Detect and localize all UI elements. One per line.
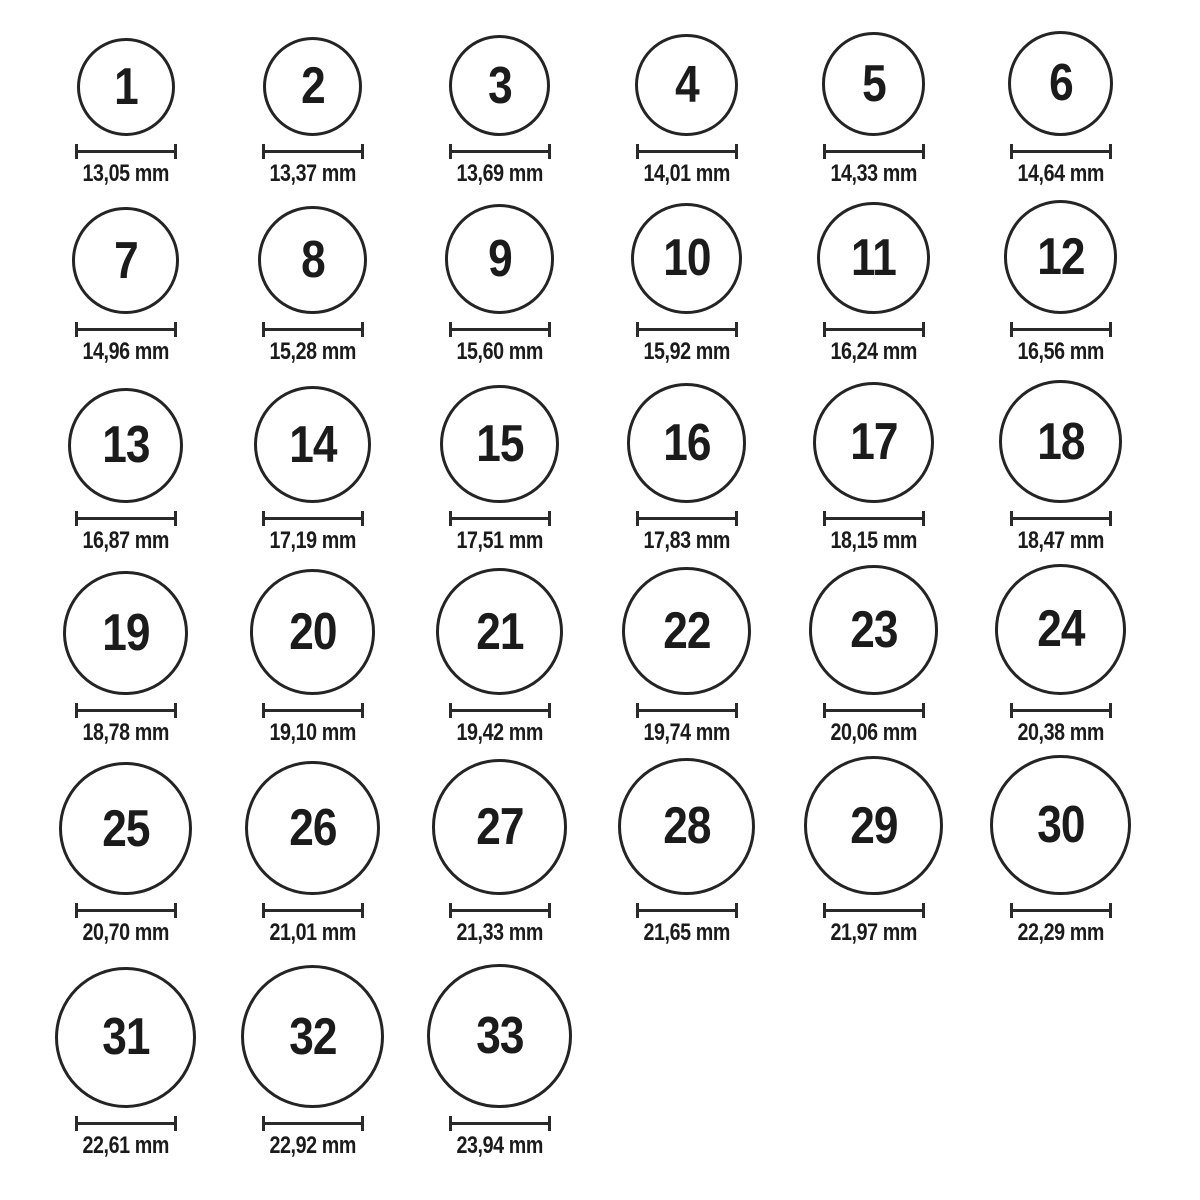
ring-size-number: 27 [475, 798, 524, 857]
ring-size-item [219, 553, 406, 745]
diameter-label: 13,69 mm [456, 160, 543, 187]
diameter-label: 19,10 mm [269, 719, 356, 746]
ring-size-number: 15 [475, 414, 524, 473]
diameter-label: 21,97 mm [830, 919, 917, 946]
ring-size-number: 4 [674, 55, 699, 114]
ring-circle [263, 37, 362, 136]
ring-circle [445, 204, 555, 314]
ring-size-number: 6 [1048, 54, 1073, 113]
diameter-measure-line [636, 903, 738, 918]
chart-row [0, 364, 1200, 553]
diameter-measure-line [449, 1116, 551, 1131]
ring-circle [999, 380, 1122, 503]
ring-size-number: 12 [1036, 228, 1085, 287]
ring-circle [440, 385, 558, 503]
diameter-measure-line [636, 144, 738, 159]
ring-circle [618, 758, 755, 895]
diameter-measure-line [1010, 903, 1112, 918]
ring-circle [427, 964, 571, 1108]
ring-size-number: 17 [849, 413, 898, 472]
ring-size-item [219, 745, 406, 945]
diameter-measure-line [449, 144, 551, 159]
ring-size-number: 3 [487, 56, 512, 115]
ring-circle [436, 568, 563, 695]
chart-row [0, 553, 1200, 745]
ring-size-number: 26 [288, 798, 337, 857]
diameter-label: 19,74 mm [643, 719, 730, 746]
ring-circle [241, 965, 384, 1108]
chart-row [0, 945, 1200, 1158]
ring-circle [449, 35, 550, 136]
ring-size-item [32, 28, 219, 186]
ring-size-number: 31 [101, 1008, 150, 1067]
diameter-measure-line [1010, 703, 1112, 718]
diameter-label: 20,06 mm [830, 719, 917, 746]
ring-size-item [219, 28, 406, 186]
ring-size-number: 1 [113, 58, 138, 116]
ring-circle [822, 32, 926, 136]
ring-circle [995, 564, 1126, 695]
ring-size-number: 11 [850, 228, 897, 287]
diameter-label: 16,24 mm [830, 338, 917, 365]
diameter-measure-line [449, 903, 551, 918]
diameter-label: 18,15 mm [830, 527, 917, 554]
ring-size-number: 23 [849, 601, 898, 660]
ring-size-item [593, 28, 780, 186]
diameter-measure-line [449, 322, 551, 337]
diameter-label: 20,38 mm [1017, 719, 1104, 746]
ring-size-number: 25 [101, 799, 150, 858]
ring-size-item [780, 553, 967, 745]
diameter-measure-line [262, 703, 364, 718]
ring-circle [809, 565, 939, 695]
diameter-label: 16,56 mm [1017, 338, 1104, 365]
diameter-label: 22,29 mm [1017, 919, 1104, 946]
ring-size-item [593, 553, 780, 745]
ring-size-number: 29 [849, 796, 898, 855]
ring-circle [72, 207, 179, 314]
diameter-label: 20,70 mm [82, 919, 169, 946]
ring-size-number: 33 [475, 1006, 524, 1065]
diameter-measure-line [75, 1116, 177, 1131]
diameter-measure-line [636, 703, 738, 718]
ring-size-number: 2 [300, 57, 325, 116]
ring-size-number: 30 [1036, 795, 1085, 854]
diameter-label: 21,65 mm [643, 919, 730, 946]
ring-size-number: 9 [487, 230, 512, 289]
ring-size-item [780, 186, 967, 364]
ring-circle [258, 206, 366, 314]
ring-circle [1004, 200, 1118, 314]
diameter-label: 14,96 mm [82, 338, 169, 365]
diameter-measure-line [1010, 511, 1112, 526]
ring-size-number: 10 [662, 229, 711, 288]
diameter-label: 18,78 mm [82, 719, 169, 746]
diameter-measure-line [262, 511, 364, 526]
diameter-measure-line [75, 903, 177, 918]
diameter-measure-line [75, 144, 177, 159]
diameter-measure-line [75, 703, 177, 718]
ring-size-item [406, 186, 593, 364]
ring-circle [77, 38, 175, 136]
diameter-label: 15,60 mm [456, 338, 543, 365]
ring-size-item [219, 364, 406, 553]
ring-circle [817, 202, 930, 315]
ring-circle [990, 755, 1130, 895]
ring-size-item [406, 745, 593, 945]
diameter-label: 14,64 mm [1017, 160, 1104, 187]
ring-circle [1008, 31, 1113, 136]
diameter-measure-line [1010, 144, 1112, 159]
chart-row [0, 745, 1200, 945]
ring-size-item [967, 364, 1154, 553]
ring-size-item [406, 553, 593, 745]
diameter-label: 19,42 mm [456, 719, 543, 746]
ring-size-item [406, 945, 593, 1158]
ring-size-number: 7 [113, 231, 138, 290]
diameter-measure-line [636, 511, 738, 526]
ring-size-item [967, 186, 1154, 364]
diameter-label: 14,01 mm [643, 160, 730, 187]
ring-size-number: 24 [1036, 600, 1085, 659]
ring-circle [813, 382, 934, 503]
diameter-label: 17,51 mm [456, 527, 543, 554]
ring-size-item [32, 745, 219, 945]
diameter-measure-line [262, 1116, 364, 1131]
ring-size-number: 14 [288, 415, 337, 474]
ring-size-item [593, 364, 780, 553]
ring-circle [631, 203, 742, 314]
ring-circle [254, 386, 371, 503]
ring-size-item [780, 364, 967, 553]
chart-row [0, 28, 1200, 186]
ring-size-number: 19 [101, 603, 150, 662]
diameter-label: 13,37 mm [269, 160, 356, 187]
diameter-measure-line [262, 144, 364, 159]
ring-size-number: 22 [662, 601, 711, 660]
ring-size-item [32, 945, 219, 1158]
diameter-measure-line [449, 703, 551, 718]
ring-size-item [406, 364, 593, 553]
ring-size-item [406, 28, 593, 186]
ring-circle [250, 569, 376, 695]
ring-size-item [967, 553, 1154, 745]
ring-circle [804, 756, 943, 895]
ring-size-number: 5 [861, 55, 886, 114]
ring-size-number: 16 [662, 414, 711, 473]
diameter-measure-line [823, 511, 925, 526]
diameter-label: 15,92 mm [643, 338, 730, 365]
ring-size-item [967, 745, 1154, 945]
ring-circle [63, 571, 187, 695]
diameter-measure-line [823, 903, 925, 918]
diameter-label: 22,92 mm [269, 1132, 356, 1159]
diameter-label: 17,19 mm [269, 527, 356, 554]
diameter-measure-line [262, 322, 364, 337]
diameter-label: 15,28 mm [269, 338, 356, 365]
ring-circle [635, 34, 737, 136]
ring-size-number: 18 [1036, 412, 1085, 471]
ring-circle [55, 967, 197, 1109]
ring-circle [59, 762, 192, 895]
ring-size-item [967, 28, 1154, 186]
ring-size-number: 13 [101, 416, 150, 475]
ring-size-number: 20 [288, 603, 337, 662]
ring-circle [245, 761, 379, 895]
ring-size-item [32, 553, 219, 745]
diameter-label: 16,87 mm [82, 527, 169, 554]
ring-size-item [780, 745, 967, 945]
diameter-measure-line [75, 322, 177, 337]
ring-size-number: 32 [288, 1007, 337, 1066]
diameter-label: 14,33 mm [830, 160, 917, 187]
ring-size-item [219, 186, 406, 364]
ring-size-item [219, 945, 406, 1158]
chart-row [0, 186, 1200, 364]
ring-size-item [780, 28, 967, 186]
ring-size-number: 21 [475, 602, 524, 661]
diameter-measure-line [636, 322, 738, 337]
ring-size-item [593, 745, 780, 945]
ring-circle [627, 383, 747, 503]
ring-size-number: 28 [662, 797, 711, 856]
diameter-measure-line [262, 903, 364, 918]
ring-size-item [32, 364, 219, 553]
diameter-measure-line [1010, 322, 1112, 337]
ring-size-item [593, 186, 780, 364]
diameter-label: 21,01 mm [269, 919, 356, 946]
diameter-measure-line [75, 511, 177, 526]
diameter-measure-line [823, 322, 925, 337]
diameter-label: 23,94 mm [456, 1132, 543, 1159]
diameter-label: 21,33 mm [456, 919, 543, 946]
diameter-measure-line [823, 703, 925, 718]
ring-size-number: 8 [300, 230, 325, 289]
diameter-measure-line [449, 511, 551, 526]
ring-circle [68, 388, 183, 503]
diameter-label: 18,47 mm [1017, 527, 1104, 554]
ring-circle [622, 567, 750, 695]
ring-circle [432, 759, 568, 895]
ring-size-item [32, 186, 219, 364]
diameter-measure-line [823, 144, 925, 159]
diameter-label: 22,61 mm [82, 1132, 169, 1159]
diameter-label: 17,83 mm [643, 527, 730, 554]
diameter-label: 13,05 mm [82, 160, 169, 187]
